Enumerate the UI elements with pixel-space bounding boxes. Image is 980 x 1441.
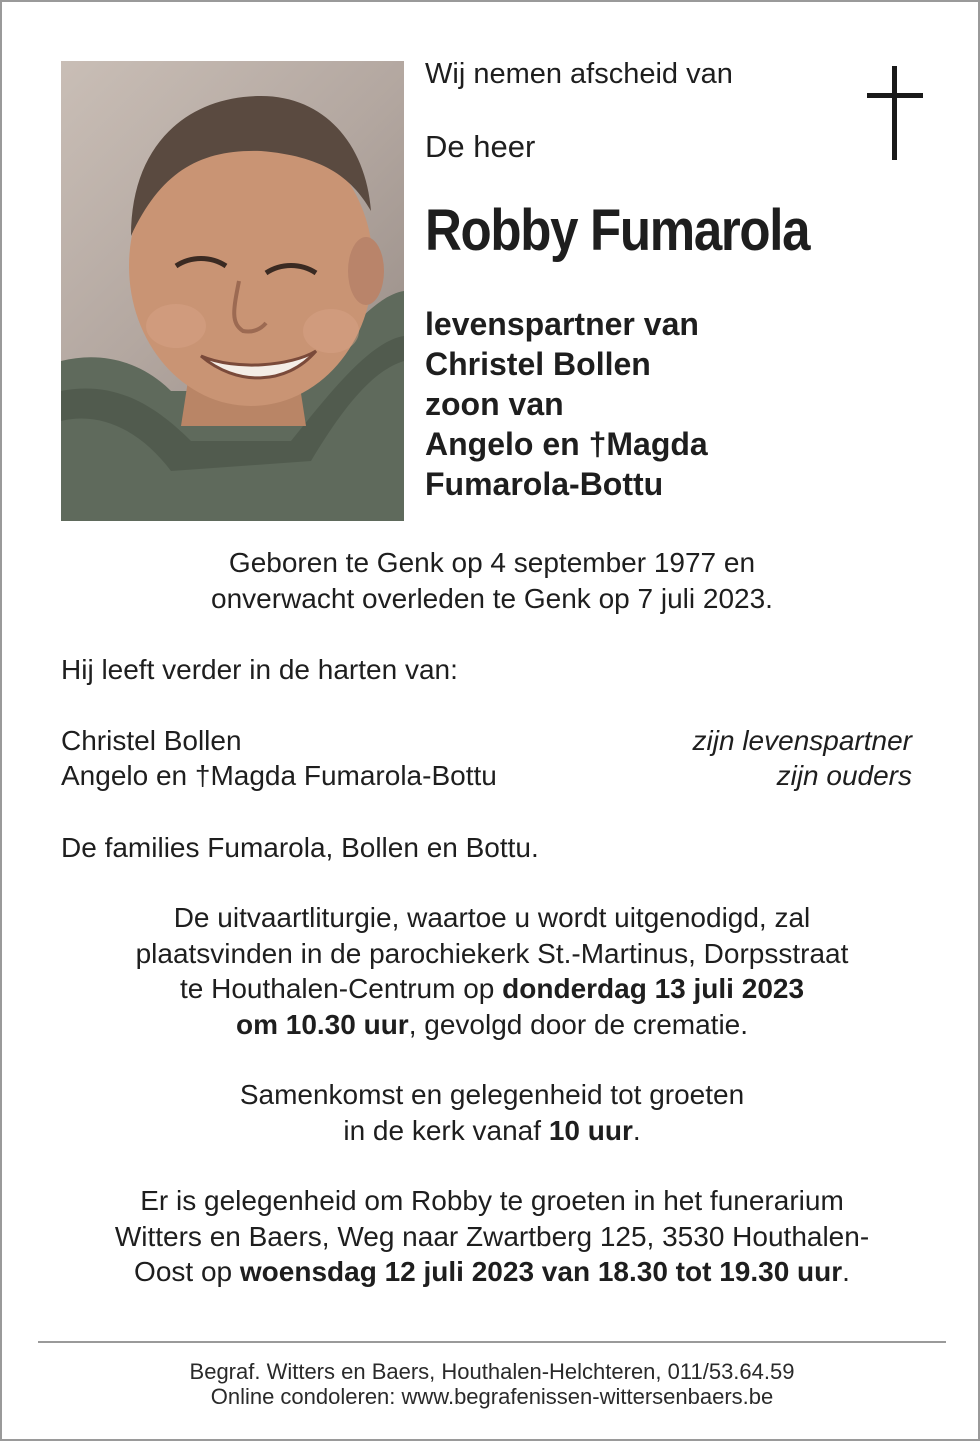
- salutation: De heer: [425, 129, 536, 164]
- viewing-line: Er is gelegenheid om Robby te groeten in het funerarium: [140, 1185, 844, 1216]
- intro-text: Wij nemen afscheid van: [425, 58, 733, 90]
- relation-line: Angelo en †Magda: [425, 426, 708, 462]
- liturgy-time: om 10.30 uur: [235, 1008, 409, 1040]
- gathering-line: Samenkomst en gelegenheid tot groeten: [239, 1079, 745, 1110]
- families-text: De families Fumarola, Bollen en Bottu.: [61, 832, 539, 863]
- mourner-role: zijn ouders: [776, 760, 912, 791]
- mourner-name: Angelo en †Magda Fumarola-Bottu: [61, 760, 497, 791]
- relation-line: Fumarola-Bottu: [425, 466, 664, 502]
- mourner-role: zijn levenspartner: [692, 725, 912, 756]
- footer-website: Online condoleren: www.begrafenissen-wittersenbaers.be: [210, 1384, 774, 1409]
- divider: [38, 1341, 946, 1343]
- liturgy-text: [42, 900, 942, 1042]
- viewing-datetime: woensdag 12 juli 2023 van 18.30 tot 19.30 uur: [239, 1256, 843, 1287]
- gathering-line: in de kerk vanaf 10 uur.: [343, 1114, 641, 1146]
- birth-death-text: [42, 545, 942, 616]
- viewing-line: Witters en Baers, Weg naar Zwartberg 125, 3530 Houthalen-: [114, 1220, 870, 1252]
- death-line: onverwacht overleden te Genk op 7 juli 2023.: [211, 582, 773, 614]
- cross-icon: [867, 66, 923, 160]
- relations-block: [425, 304, 708, 504]
- gathering-time: 10 uur: [548, 1114, 633, 1146]
- liturgy-date: donderdag 13 juli 2023: [502, 973, 805, 1004]
- liturgy-line: te Houthalen-Centrum op donderdag 13 juli 2023: [179, 973, 805, 1004]
- viewing-text: [42, 1183, 942, 1290]
- deceased-name: Robby Fumarola: [425, 198, 810, 263]
- mourners-intro: Hij leeft verder in de harten van:: [61, 654, 458, 685]
- mourner-name: Christel Bollen: [61, 725, 242, 756]
- liturgy-line: om 10.30 uur, gevolgd door de crematie.: [235, 1008, 749, 1040]
- relation-line: zoon van: [425, 386, 564, 422]
- relation-line: levenspartner van: [425, 306, 699, 342]
- gathering-text: [42, 1077, 942, 1148]
- liturgy-line: De uitvaartliturgie, waartoe u wordt uitgenodigd, zal: [173, 902, 811, 933]
- portrait-photo: [61, 61, 404, 521]
- relation-line: Christel Bollen: [425, 346, 651, 382]
- birth-line: Geboren te Genk op 4 september 1977 en: [228, 547, 756, 578]
- viewing-line: Oost op woensdag 12 juli 2023 van 18.30 tot 19.30 uur.: [134, 1256, 850, 1287]
- liturgy-line: plaatsvinden in de parochiekerk St.-Martinus, Dorpsstraat: [135, 937, 849, 969]
- footer-undertaker: Begraf. Witters en Baers, Houthalen-Helchteren, 011/53.64.59: [189, 1359, 795, 1384]
